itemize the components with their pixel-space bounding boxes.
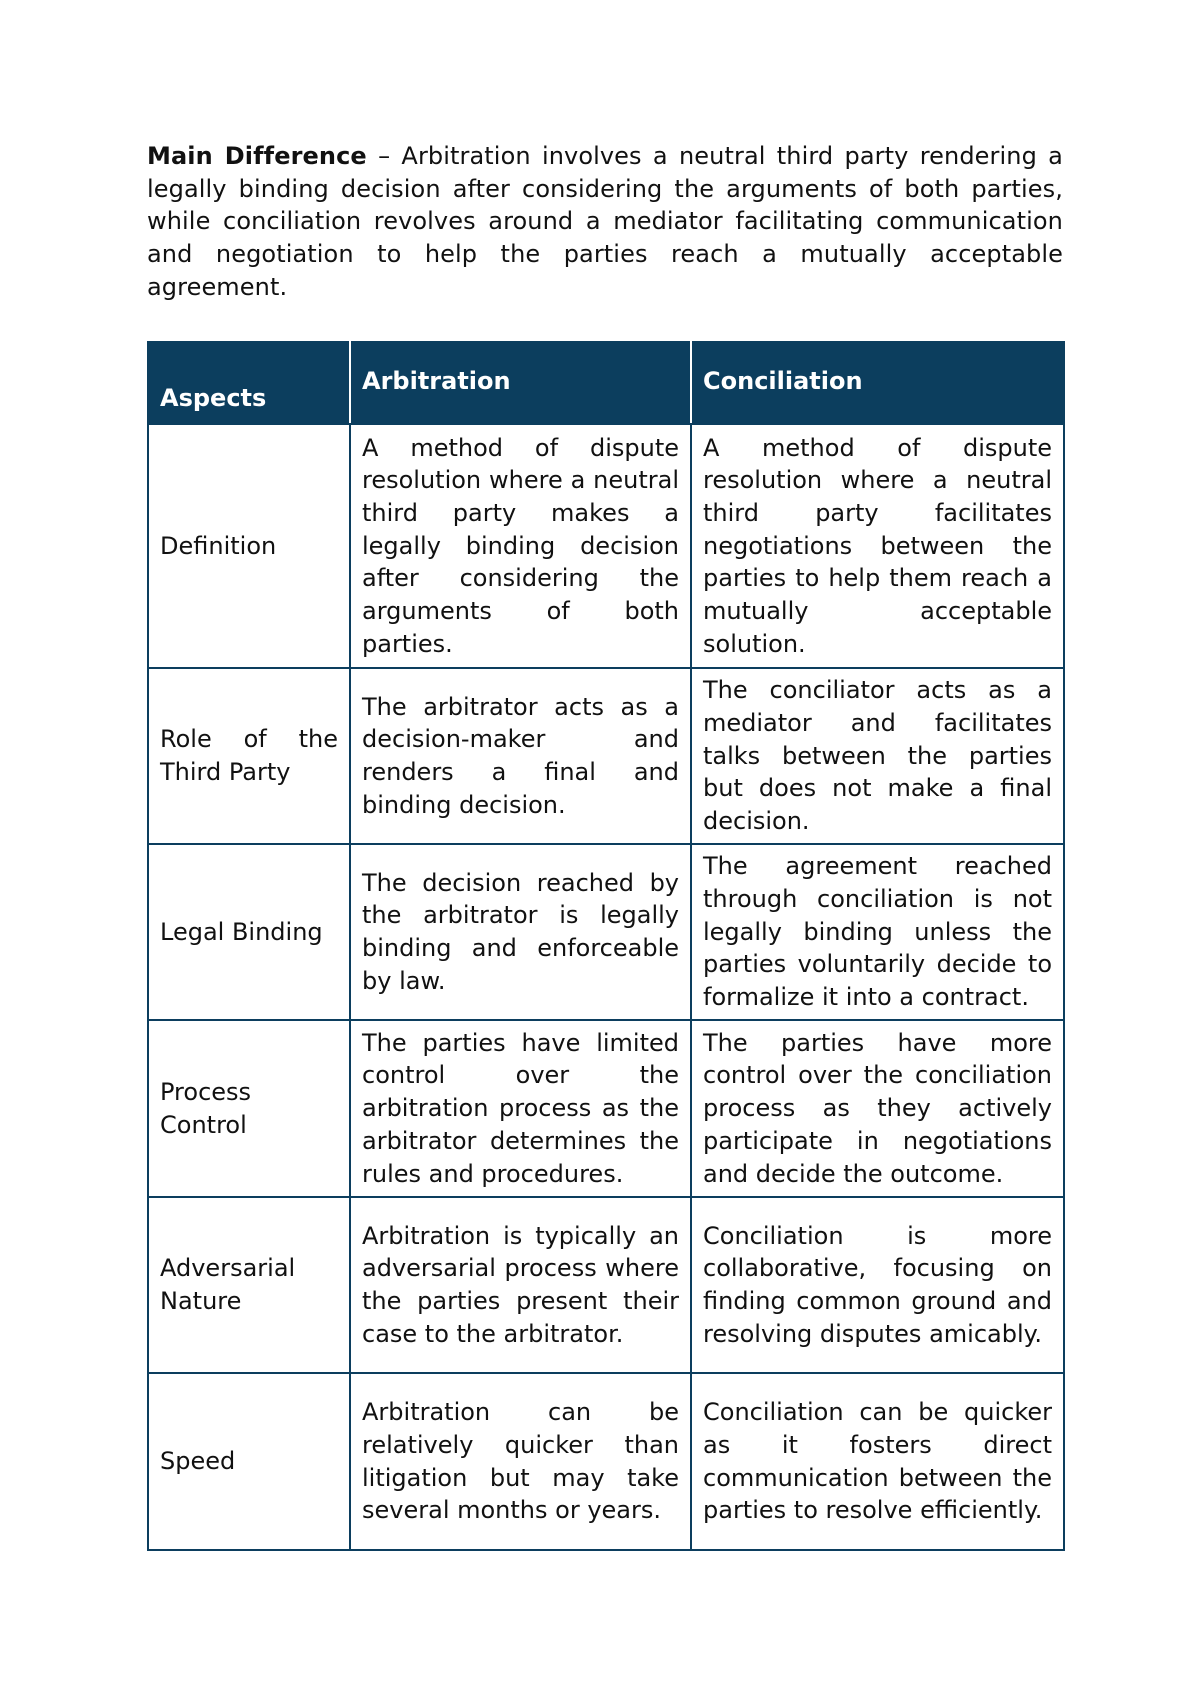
arbitration-cell: A method of dispute resolution where a neutral third party makes a legally binding decision after considering the arguments of both parties. bbox=[350, 424, 691, 668]
aspect-cell: Role of the Third Party bbox=[148, 668, 350, 844]
table-row bbox=[148, 424, 1064, 668]
conciliation-cell: The parties have more control over the conciliation process as they actively participate in negotiations and decide the outcome. bbox=[691, 1020, 1064, 1197]
header-arbitration: Arbitration bbox=[350, 342, 691, 424]
conciliation-cell: The agreement reached through conciliation is not legally binding unless the parties voluntarily decide to formalize it into a contract. bbox=[691, 844, 1064, 1020]
table-header-row bbox=[148, 342, 1064, 424]
document-page bbox=[147, 140, 1063, 304]
header-conciliation: Conciliation bbox=[691, 342, 1064, 424]
aspect-cell: Adversarial Nature bbox=[148, 1197, 350, 1373]
arbitration-cell: The parties have limited control over the arbitration process as the arbitrator determines the rules and procedures. bbox=[350, 1020, 691, 1197]
table-row bbox=[148, 1197, 1064, 1373]
comparison-table bbox=[147, 341, 1065, 1551]
intro-paragraph bbox=[147, 140, 1063, 304]
conciliation-cell: The conciliator acts as a mediator and facilitates talks between the parties but does not make a final decision. bbox=[691, 668, 1064, 844]
conciliation-cell: A method of dispute resolution where a neutral third party facilitates negotiations between the parties to help them reach a mutually acceptable solution. bbox=[691, 424, 1064, 668]
aspect-cell: Definition bbox=[148, 424, 350, 668]
arbitration-cell: Arbitration is typically an adversarial process where the parties present their case to the arbitrator. bbox=[350, 1197, 691, 1373]
aspect-cell: Process Control bbox=[148, 1020, 350, 1197]
header-aspects: Aspects bbox=[148, 342, 350, 424]
aspect-cell: Speed bbox=[148, 1373, 350, 1550]
intro-text: – Arbitration involves a neutral third party rendering a legally binding decision after considering the arguments of both parties, while conciliation revolves around a mediator facilitating communication and negotiation to help the parties reach a mutually acceptable agreement. bbox=[147, 142, 1063, 301]
conciliation-cell: Conciliation is more collaborative, focusing on finding common ground and resolving disputes amicably. bbox=[691, 1197, 1064, 1373]
arbitration-cell: Arbitration can be relatively quicker than litigation but may take several months or years. bbox=[350, 1373, 691, 1550]
aspect-cell: Legal Binding bbox=[148, 844, 350, 1020]
conciliation-cell: Conciliation can be quicker as it fosters direct communication between the parties to resolve efficiently. bbox=[691, 1373, 1064, 1550]
table-row bbox=[148, 1373, 1064, 1550]
table-row bbox=[148, 668, 1064, 844]
arbitration-cell: The arbitrator acts as a decision-maker and renders a final and binding decision. bbox=[350, 668, 691, 844]
intro-lead: Main Difference bbox=[147, 142, 367, 170]
table-row bbox=[148, 844, 1064, 1020]
table-row bbox=[148, 1020, 1064, 1197]
arbitration-cell: The decision reached by the arbitrator is legally binding and enforceable by law. bbox=[350, 844, 691, 1020]
